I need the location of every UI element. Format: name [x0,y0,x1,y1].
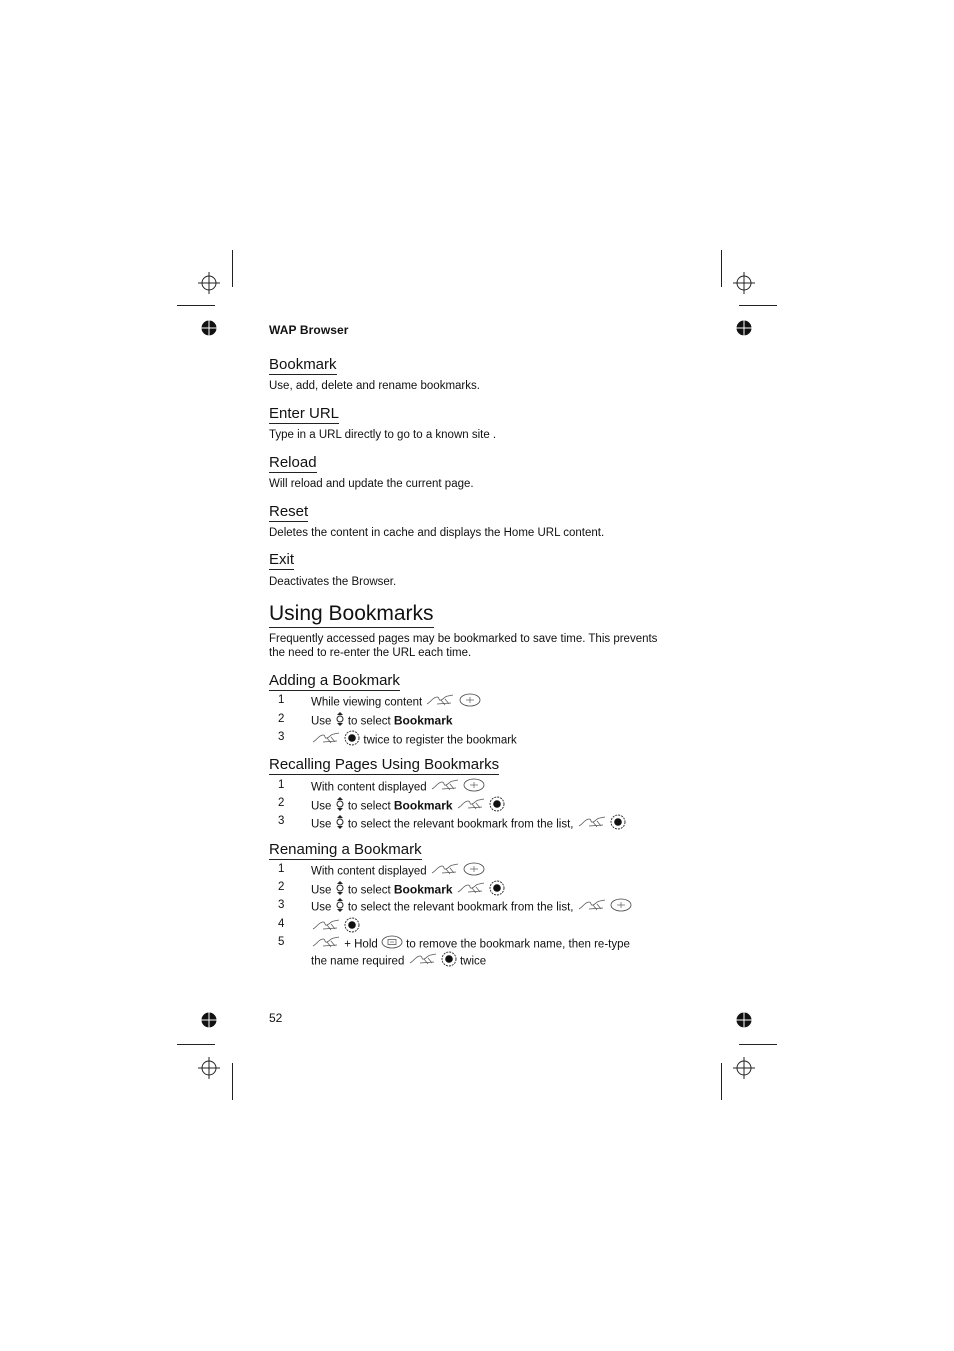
intro-line-2: the need to re-enter the URL each time. [269,647,472,659]
step-text: the name required [311,955,405,968]
step-text: While viewing content [311,696,423,709]
ok-key-icon [441,951,457,972]
registration-dot-icon [201,1012,217,1028]
registration-dot-icon [736,320,752,336]
registration-mark-icon [733,272,755,294]
intro-line-1: Frequently accessed pages may be bookmarked to save time. This prevents [269,633,658,645]
step-text: Use [311,901,332,914]
crop-mark [232,1063,233,1100]
heading-reset: Reset [269,503,309,520]
renaming-step-5-continued [311,951,486,972]
registration-mark-icon [198,272,220,294]
heading-adding-bookmark: Adding a Bookmark [269,672,400,689]
crop-mark [177,1044,215,1045]
adding-step-2 [311,712,453,731]
desc-exit: Deactivates the Browser. [269,576,397,588]
hand-press-icon [311,731,341,750]
renaming-step-3 [311,898,632,917]
menu-key-icon [463,862,485,881]
step-text: Use [311,818,332,831]
desc-enter-url: Type in a URL directly to go to a known site . [269,429,497,441]
heading-bookmark: Bookmark [269,356,337,373]
hand-press-icon [425,693,455,712]
step-number: 3 [278,899,285,911]
heading-enter-url: Enter URL [269,405,340,422]
step-number: 3 [278,731,285,743]
step-text: twice [459,955,487,968]
step-option-bold: Bookmark [393,798,453,813]
ok-key-icon [610,814,626,835]
heading-renaming-bookmark: Renaming a Bookmark [269,841,422,858]
step-text: to select [347,800,391,813]
registration-mark-icon [198,1057,220,1079]
running-head: WAP Browser [269,323,349,337]
step-number: 2 [278,713,285,725]
step-text: to select the relevant bookmark from the list, [347,818,574,831]
crop-mark [721,1063,722,1100]
step-number: 2 [278,881,285,893]
adding-step-3 [311,730,517,751]
step-number: 4 [278,918,285,930]
step-number: 5 [278,936,285,948]
step-option-bold: Bookmark [393,713,453,728]
ok-key-icon [344,730,360,751]
step-number: 1 [278,779,285,791]
step-number: 1 [278,863,285,875]
menu-key-icon [610,898,632,917]
step-text: Use [311,800,332,813]
heading-reload: Reload [269,454,317,471]
desc-reload: Will reload and update the current page. [269,478,474,490]
crop-mark [739,305,777,306]
desc-bookmark: Use, add, delete and rename bookmarks. [269,380,480,392]
step-option-bold: Bookmark [393,882,453,897]
nav-key-icon [335,898,345,917]
nav-key-icon [335,815,345,834]
step-text: to select [347,715,391,728]
nav-key-icon [335,712,345,731]
crop-mark [177,305,215,306]
step-text: twice to register the bookmark [363,734,517,747]
step-text: to select the relevant bookmark from the list, [347,901,574,914]
heading-exit: Exit [269,551,295,568]
step-text: to remove the bookmark name, then re-type [406,938,630,951]
heading-recalling-pages: Recalling Pages Using Bookmarks [269,756,500,773]
menu-key-icon [459,693,481,712]
desc-reset: Deletes the content in cache and displays the Home URL content. [269,527,605,539]
step-text: With content displayed [311,865,427,878]
hand-press-icon [577,815,607,834]
step-text: Use [311,715,332,728]
menu-key-icon [463,778,485,797]
step-number: 1 [278,694,285,706]
recalling-step-1 [311,778,485,797]
crop-mark [739,1044,777,1045]
recalling-step-3 [311,814,626,835]
crop-mark [232,250,233,287]
hand-press-icon [408,952,438,971]
page-number: 52 [269,1011,283,1025]
adding-step-1 [311,693,481,712]
step-text: + Hold [344,938,378,951]
step-text: Use [311,884,332,897]
step-number: 3 [278,815,285,827]
step-text: to select [347,884,391,897]
hand-press-icon [577,898,607,917]
hand-press-icon [430,862,460,881]
renaming-step-1 [311,862,485,881]
step-number: 2 [278,797,285,809]
registration-dot-icon [736,1012,752,1028]
crop-mark [721,250,722,287]
section-title-using-bookmarks: Using Bookmarks [269,602,434,628]
registration-dot-icon [201,320,217,336]
hand-press-icon [430,778,460,797]
step-text: With content displayed [311,781,427,794]
registration-mark-icon [733,1057,755,1079]
